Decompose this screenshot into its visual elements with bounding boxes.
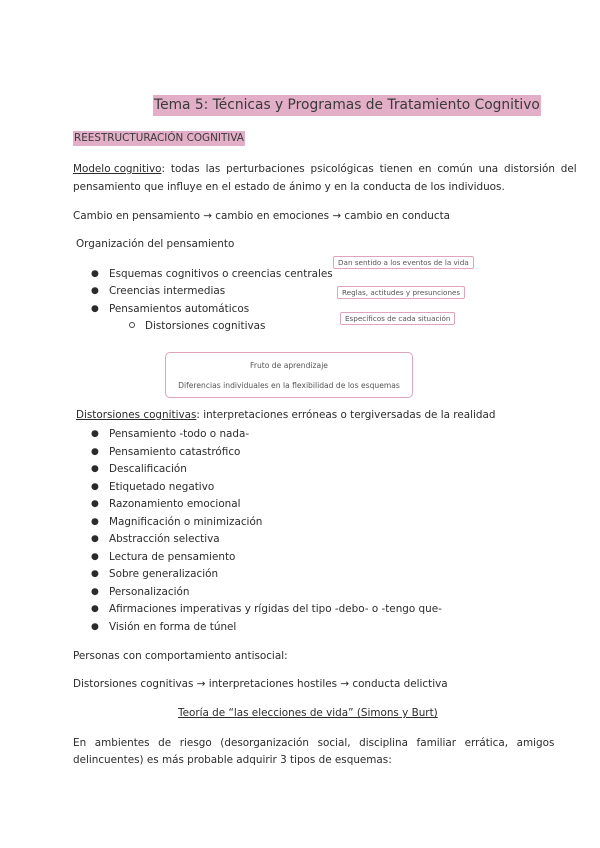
organizacion-item: Creencias intermedias: [109, 285, 226, 297]
cambio-chain: Cambio en pensamiento → cambio en emociones → cambio en conducta: [73, 210, 451, 222]
section-heading: REESTRUCTURACIÓN COGNITIVA: [74, 132, 244, 144]
hollow-bullet-icon: [129, 322, 135, 328]
modelo-label: Modelo cognitivo: [73, 163, 162, 175]
modelo-line-1: [73, 162, 577, 176]
note-creencias: Reglas, actitudes y presunciones: [337, 286, 465, 299]
bullet-icon: ●: [91, 517, 99, 527]
distorsion-item: Personalización: [109, 586, 190, 598]
distorsion-item: Lectura de pensamiento: [109, 551, 236, 563]
organizacion-item: Esquemas cognitivos o creencias centrales: [109, 268, 333, 280]
distorsiones-line: [76, 408, 495, 422]
bullet-icon: ●: [91, 552, 99, 562]
modelo-text-1: : todas las perturbaciones psicológicas tienen en común una distorsión del: [161, 163, 577, 175]
note-pensamientos: Específicos de cada situación: [340, 312, 455, 325]
distorsion-item: Afirmaciones imperativas y rígidas del tipo -debo- o -tengo que-: [109, 603, 442, 615]
modelo-text-2: pensamiento que influye en el estado de ánimo y en la conducta de los individuos.: [73, 181, 505, 193]
bullet-icon: ●: [91, 499, 99, 509]
bullet-icon: ●: [91, 604, 99, 614]
distorsion-item: Sobre generalización: [109, 568, 219, 580]
teoria-heading: Teoría de “las elecciones de vida” (Simons y Burt): [178, 707, 438, 719]
ambientes-line-1: En ambientes de riesgo (desorganización social, disciplina familiar errática, amigos: [73, 737, 555, 749]
distorsion-item: Razonamiento emocional: [109, 498, 241, 510]
distorsiones-definition: : interpretaciones erróneas o tergiversadas de la realidad: [196, 409, 496, 421]
bullet-icon: ●: [91, 482, 99, 492]
bullet-icon: ●: [91, 429, 99, 439]
bullet-icon: ●: [91, 569, 99, 579]
distorsiones-label: Distorsiones cognitivas: [76, 409, 197, 421]
organizacion-heading: Organización del pensamiento: [76, 238, 235, 250]
bullet-icon: ●: [91, 622, 99, 632]
distorsion-item: Descalificación: [109, 463, 187, 475]
bullet-icon: ●: [91, 464, 99, 474]
organizacion-item: Pensamientos automáticos: [109, 303, 250, 315]
distorsion-item: Abstracción selectiva: [109, 533, 220, 545]
distorsion-item: Visión en forma de túnel: [109, 621, 237, 633]
bullet-icon: ●: [91, 304, 99, 314]
bullet-icon: ●: [91, 286, 99, 296]
aprendizaje-box: [165, 352, 413, 398]
note-esquemas: Dan sentido a los eventos de la vida: [333, 256, 474, 269]
bullet-icon: ●: [91, 447, 99, 457]
distorsion-item: Pensamiento catastrófico: [109, 446, 241, 458]
delictiva-chain: Distorsiones cognitivas → interpretaciones hostiles → conducta delictiva: [73, 678, 448, 690]
ambientes-line-2: delincuentes) es más probable adquirir 3 tipos de esquemas:: [73, 754, 392, 766]
antisocial-text: Personas con comportamiento antisocial:: [73, 650, 288, 662]
box-line-2: Diferencias individuales en la flexibilidad de los esquemas: [178, 381, 400, 390]
distorsion-item: Pensamiento -todo o nada-: [109, 428, 250, 440]
bullet-icon: ●: [91, 534, 99, 544]
bullet-icon: ●: [91, 587, 99, 597]
page-title: Tema 5: Técnicas y Programas de Tratamiento Cognitivo: [153, 95, 541, 116]
box-line-1: Fruto de aprendizaje: [250, 361, 328, 370]
distorsion-item: Etiquetado negativo: [109, 481, 215, 493]
distorsion-item: Magnificación o minimización: [109, 516, 263, 528]
organizacion-subitem: Distorsiones cognitivas: [145, 320, 266, 332]
bullet-icon: ●: [91, 269, 99, 279]
